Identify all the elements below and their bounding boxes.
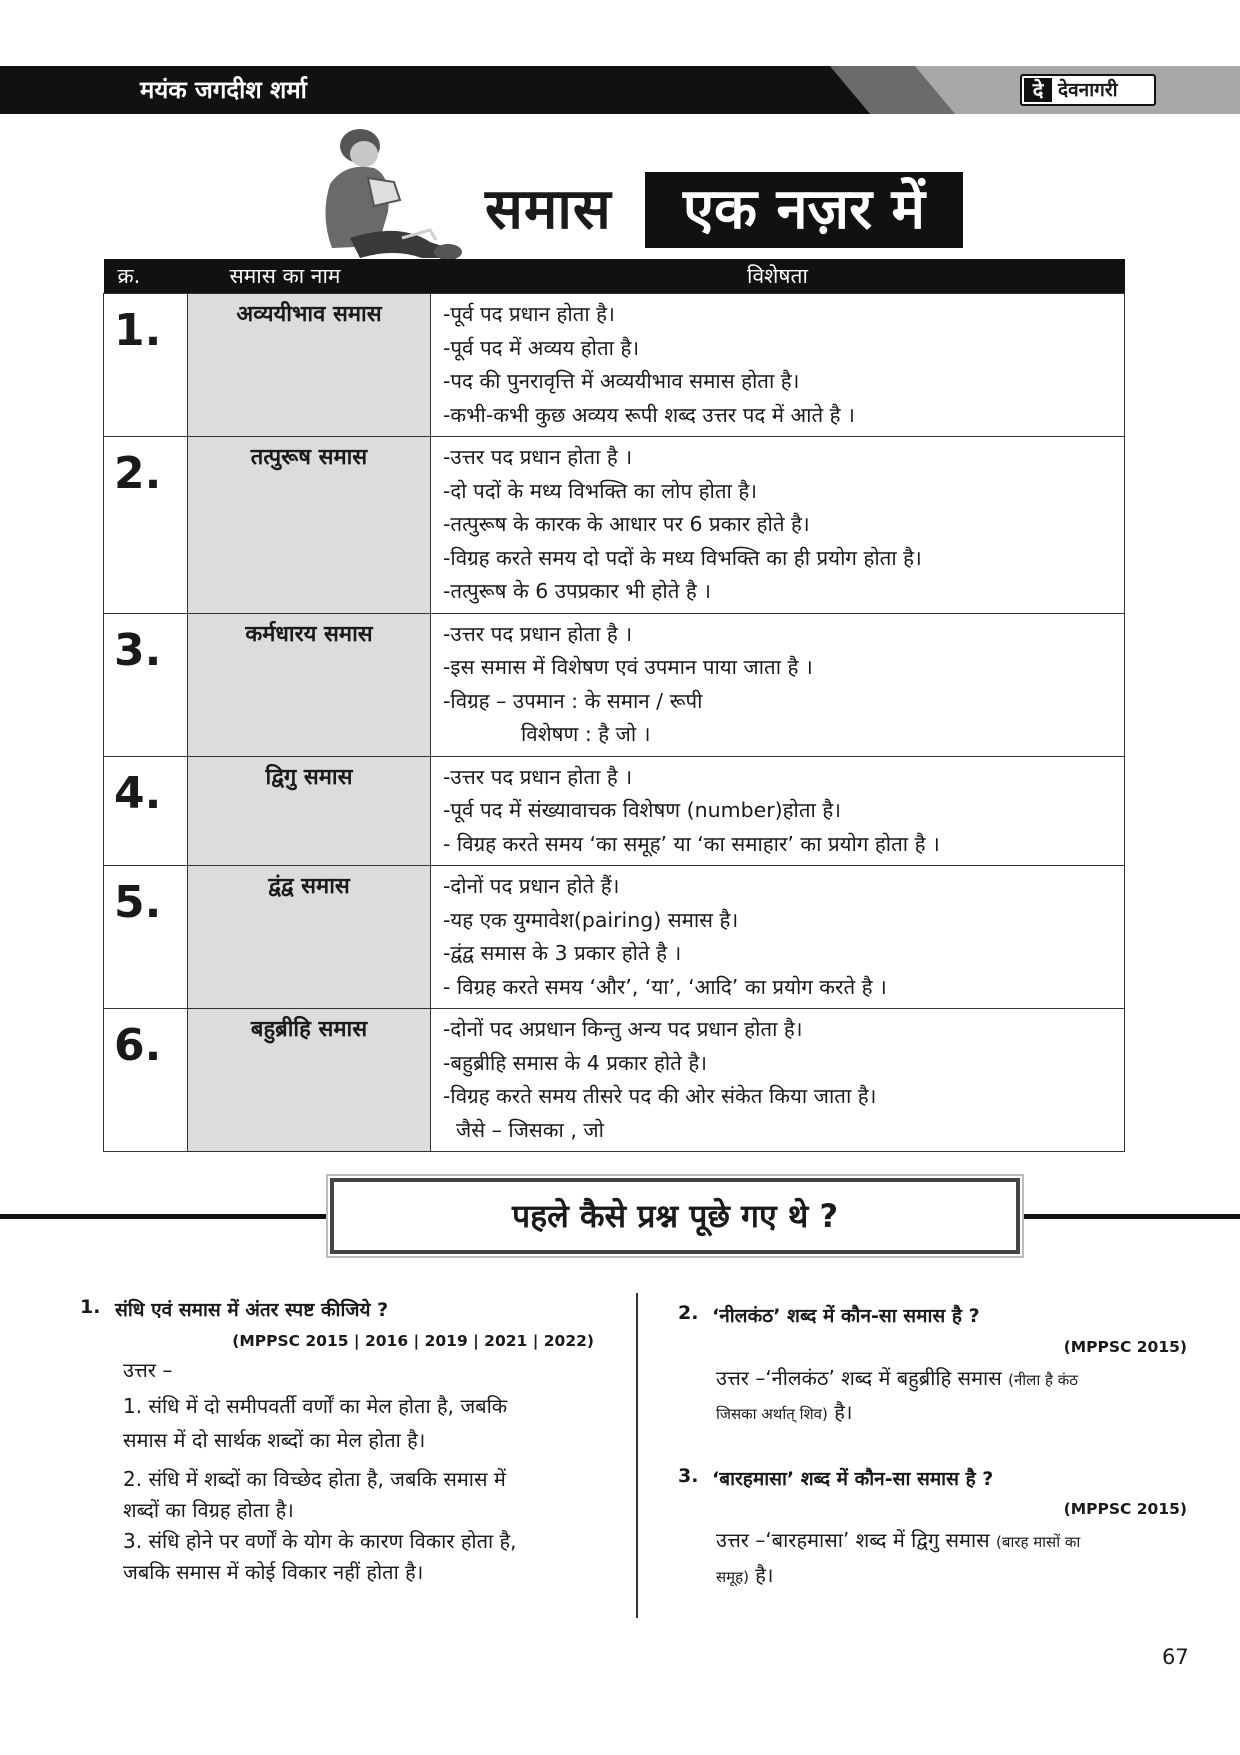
answer-note: समूह) <box>716 1568 749 1586</box>
answer-line <box>716 1362 1078 1397</box>
samas-name: द्वंद्व समास <box>188 866 431 1009</box>
answer-text: उत्तर –‘नीलकंठ’ शब्द में बहुब्रीहि समास <box>716 1366 1002 1390</box>
samas-features <box>431 437 1125 614</box>
question-source: (MPPSC 2015) <box>1063 1500 1187 1518</box>
table-row <box>104 294 1125 437</box>
feature-line: -उत्तर पद प्रधान होता है । <box>443 445 633 469</box>
feature-line: -उत्तर पद प्रधान होता है । <box>443 764 633 789</box>
answer-line: जबकि समास में कोई विकार नहीं होता है। <box>123 1560 424 1584</box>
row-number: 2. <box>104 437 188 614</box>
samas-name: द्विगु समास <box>188 756 431 866</box>
brand-name: देवनागरी <box>1058 79 1118 101</box>
table-row <box>104 437 1125 614</box>
samas-name: अव्ययीभाव समास <box>188 294 431 437</box>
row-number: 3. <box>104 613 188 756</box>
question-source: (MPPSC 2015 | 2016 | 2019 | 2021 | 2022) <box>232 1332 594 1350</box>
answer-text: उत्तर –‘बारहमासा’ शब्द में द्विगु समास <box>716 1528 990 1552</box>
col-header: क्र. <box>104 259 188 294</box>
feature-line: -दो पदों के मध्य विभक्ति का लोप होता है। <box>443 478 758 503</box>
answer-line <box>716 1524 1080 1559</box>
author-name: मयंक जगदीश शर्मा <box>140 76 307 104</box>
feature-line: -उत्तर पद प्रधान होता है । <box>443 621 633 646</box>
question-text: ‘नीलकंठ’ शब्द में कौन-सा समास है ? <box>712 1305 980 1327</box>
header-band <box>0 66 1240 114</box>
table-row <box>104 1009 1125 1152</box>
question-number: 3. <box>678 1465 699 1487</box>
question-number: 1. <box>80 1296 101 1318</box>
samas-features <box>431 1009 1125 1152</box>
feature-line: -यह एक युग्मावेश(pairing) समास है। <box>443 907 739 932</box>
feature-line: -विग्रह करते समय तीसरे पद की ओर संकेत किया जाता है। <box>443 1084 877 1108</box>
answer-text: है। <box>755 1563 774 1587</box>
feature-line: -तत्पुरूष के कारक के आधार पर 6 प्रकार होते है। <box>443 512 810 536</box>
samas-name: तत्पुरूष समास <box>188 437 431 614</box>
feature-line: -पद की पुनरावृत्ति में अव्ययीभाव समास होता है। <box>443 369 800 393</box>
samas-features <box>431 756 1125 866</box>
samas-name: कर्मधारय समास <box>188 613 431 756</box>
feature-line: -तत्पुरूष के 6 उपप्रकार भी होते है । <box>443 579 712 603</box>
page-title-boxed: एक नज़र में <box>645 172 963 248</box>
feature-line: -बहुब्रीहि समास के 4 प्रकार होते है। <box>443 1050 708 1075</box>
answer-note: (बारह मासों का <box>996 1533 1081 1551</box>
page-title: समास <box>485 177 612 242</box>
feature-line: -कभी-कभी कुछ अव्यय रूपी शब्द उत्तर पद में आते है । <box>443 402 855 427</box>
feature-line: -पूर्व पद में संख्यावाचक विशेषण (number)होता है। <box>443 798 842 822</box>
feature-line: विशेषण : है जो । <box>521 722 651 746</box>
samas-features <box>431 613 1125 756</box>
question-text: संधि एवं समास में अंतर स्पष्ट कीजिये ? <box>115 1299 389 1321</box>
answer-line: 3. संधि होने पर वर्णों के योग के कारण विकार होता है, <box>123 1529 517 1553</box>
brand-mark-icon: दे <box>1024 78 1052 102</box>
feature-line: -पूर्व पद में अव्यय होता है। <box>443 335 640 360</box>
feature-line: - विग्रह करते समय ‘और’, ‘या’, ‘आदि’ का प्रयोग करते है । <box>443 974 887 999</box>
answer-label: उत्तर – <box>123 1358 173 1382</box>
table-row <box>104 866 1125 1009</box>
feature-line: -विग्रह – उपमान : के समान / रूपी <box>443 688 703 713</box>
feature-line: -इस समास में विशेषण एवं उपमान पाया जाता है । <box>443 655 813 679</box>
question-text: ‘बारहमासा’ शब्द में कौन-सा समास है ? <box>712 1468 994 1490</box>
answer-note: जिसका अर्थात् शिव) <box>716 1405 828 1423</box>
answer-text: है। <box>834 1400 853 1424</box>
reading-boy-illustration <box>290 126 470 266</box>
answer-line: शब्दों का विग्रह होता है। <box>123 1498 294 1522</box>
table-header-row <box>104 259 1125 294</box>
row-number: 4. <box>104 756 188 866</box>
samas-name: बहुब्रीहि समास <box>188 1009 431 1152</box>
samas-table <box>103 259 1125 1152</box>
feature-line: -दोनों पद अप्रधान किन्तु अन्य पद प्रधान होता है। <box>443 1017 803 1041</box>
answer-line: 2. संधि में शब्दों का विच्छेद होता है, जबकि समास में <box>123 1467 506 1491</box>
page-number: 67 <box>1162 1645 1189 1669</box>
divider-rule <box>0 1214 335 1219</box>
question-number: 2. <box>678 1302 699 1324</box>
col-header: समास का नाम <box>188 259 431 294</box>
questions-heading: पहले कैसे प्रश्न पूछे गए थे ? <box>330 1178 1020 1254</box>
feature-line: -दोनों पद प्रधान होते हैं। <box>443 874 620 898</box>
row-number: 1. <box>104 294 188 437</box>
question-source: (MPPSC 2015) <box>1063 1338 1187 1356</box>
table-row <box>104 613 1125 756</box>
feature-line: जैसे – जिसका , जो <box>443 1117 604 1142</box>
column-divider <box>636 1293 638 1618</box>
brand-logo <box>1020 74 1156 106</box>
feature-line: -विग्रह करते समय दो पदों के मध्य विभक्ति का ही प्रयोग होता है। <box>443 545 922 570</box>
answer-line <box>716 1396 852 1431</box>
answer-line <box>716 1559 774 1594</box>
feature-line: -पूर्व पद प्रधान होता है। <box>443 302 615 326</box>
feature-line: -द्वंद्व समास के 3 प्रकार होते है । <box>443 941 682 965</box>
answer-line: समास में दो सार्थक शब्दों का मेल होता है। <box>123 1428 426 1452</box>
samas-features <box>431 866 1125 1009</box>
divider-rule <box>1015 1214 1240 1219</box>
row-number: 5. <box>104 866 188 1009</box>
samas-features <box>431 294 1125 437</box>
row-number: 6. <box>104 1009 188 1152</box>
answer-note: (नीला है कंठ <box>1008 1371 1078 1389</box>
answer-line: 1. संधि में दो समीपवर्ती वर्णों का मेल होता है, जबकि <box>123 1394 508 1418</box>
table-row <box>104 756 1125 866</box>
col-header: विशेषता <box>431 259 1125 294</box>
feature-line: - विग्रह करते समय ‘का समूह’ या ‘का समाहार’ का प्रयोग होता है । <box>443 831 940 856</box>
